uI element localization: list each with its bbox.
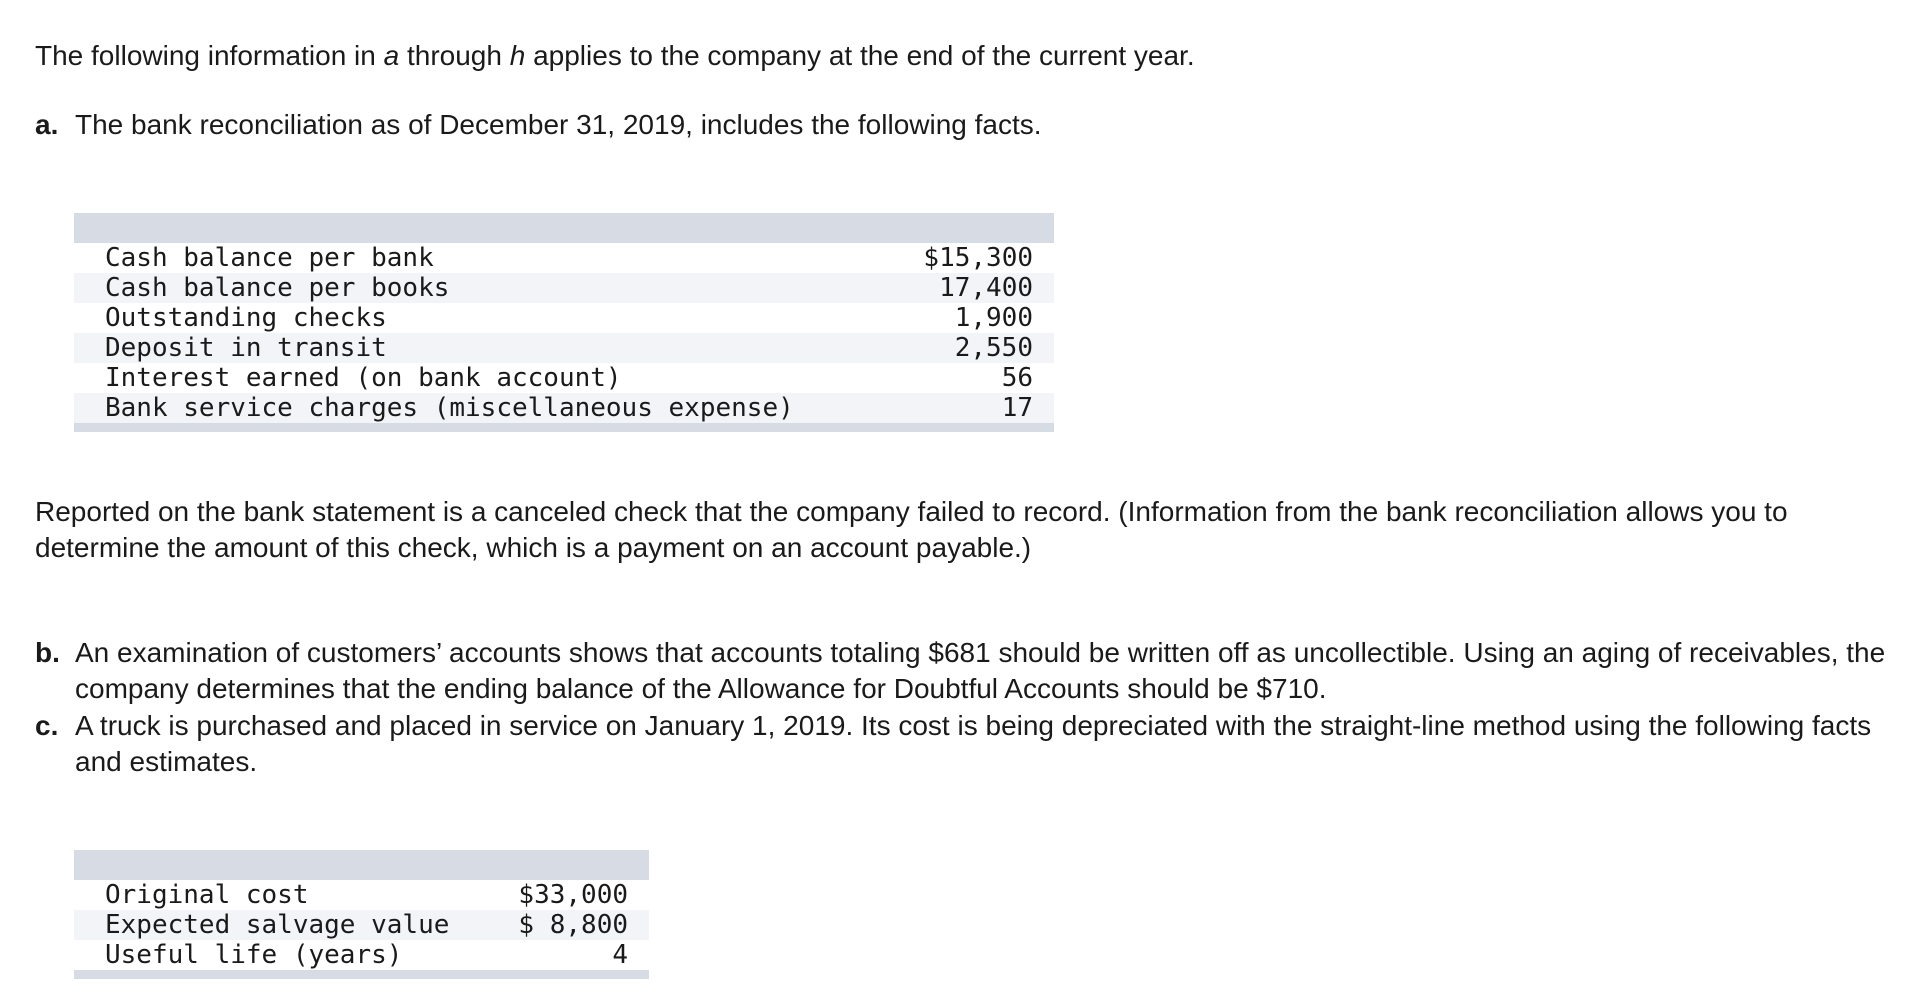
table-row bbox=[74, 363, 1054, 393]
bank-table-body bbox=[74, 243, 1054, 423]
intro-part-3: applies to the company at the end of the current year. bbox=[525, 40, 1195, 71]
row-label: Deposit in transit bbox=[74, 333, 907, 363]
item-a-text: The bank reconciliation as of December 31, 2019, includes the following facts. bbox=[75, 109, 1042, 140]
row-value: 17,400 bbox=[907, 273, 1054, 303]
table-row bbox=[74, 303, 1054, 333]
row-value: 17 bbox=[907, 393, 1054, 423]
bank-table-footer-bar bbox=[74, 423, 1054, 432]
truck-table-header-bar bbox=[74, 850, 649, 880]
intro-letter-h: h bbox=[509, 40, 526, 71]
intro-part-1: The following information in bbox=[35, 40, 384, 71]
row-value: 56 bbox=[907, 363, 1054, 393]
item-b-text: An examination of customers’ accounts shows that accounts totaling $681 should be written off as uncollectible. Using an aging of receivables, the company determines that the ending balance of the Allowance for Doubtful Accounts should be $710. bbox=[75, 637, 1886, 704]
row-value: 1,900 bbox=[907, 303, 1054, 333]
table-row bbox=[74, 880, 649, 910]
row-label: Useful life (years) bbox=[74, 940, 506, 970]
row-value: $15,300 bbox=[907, 243, 1054, 273]
row-value: 2,550 bbox=[907, 333, 1054, 363]
item-c-text: A truck is purchased and placed in service on January 1, 2019. Its cost is being depreciated with the straight-line method using the following facts and estimates. bbox=[75, 710, 1872, 777]
row-label: Cash balance per books bbox=[74, 273, 907, 303]
table-row bbox=[74, 243, 1054, 273]
table-row bbox=[74, 393, 1054, 423]
row-label: Outstanding checks bbox=[74, 303, 907, 333]
bank-table-header-bar bbox=[74, 213, 1054, 243]
truck-depreciation-table bbox=[74, 850, 649, 979]
item-a-letter: a. bbox=[35, 109, 59, 140]
intro-part-2: through bbox=[399, 40, 510, 71]
row-label: Bank service charges (miscellaneous expense) bbox=[74, 393, 907, 423]
bank-reconciliation-table bbox=[74, 213, 1054, 432]
row-value: 4 bbox=[506, 940, 649, 970]
canceled-check-note: Reported on the bank statement is a canceled check that the company failed to record. (Information from the bank reconciliation allows you to determine the amount of this check, which is a payment on an account payable.) bbox=[35, 496, 1788, 563]
row-value: $ 8,800 bbox=[506, 910, 649, 940]
row-value: $33,000 bbox=[506, 880, 649, 910]
table-row bbox=[74, 940, 649, 970]
item-c bbox=[35, 708, 1905, 780]
truck-table-body bbox=[74, 880, 649, 970]
table-row bbox=[74, 910, 649, 940]
item-b bbox=[35, 635, 1905, 707]
intro-letter-a: a bbox=[383, 40, 400, 71]
row-label: Expected salvage value bbox=[74, 910, 506, 940]
intro-text bbox=[35, 38, 1195, 74]
item-a bbox=[35, 107, 1905, 143]
item-c-letter: c. bbox=[35, 710, 59, 741]
truck-table-footer-bar bbox=[74, 970, 649, 979]
row-label: Interest earned (on bank account) bbox=[74, 363, 907, 393]
item-b-letter: b. bbox=[35, 637, 60, 668]
table-row bbox=[74, 273, 1054, 303]
row-label: Cash balance per bank bbox=[74, 243, 907, 273]
row-label: Original cost bbox=[74, 880, 506, 910]
table-row bbox=[74, 333, 1054, 363]
